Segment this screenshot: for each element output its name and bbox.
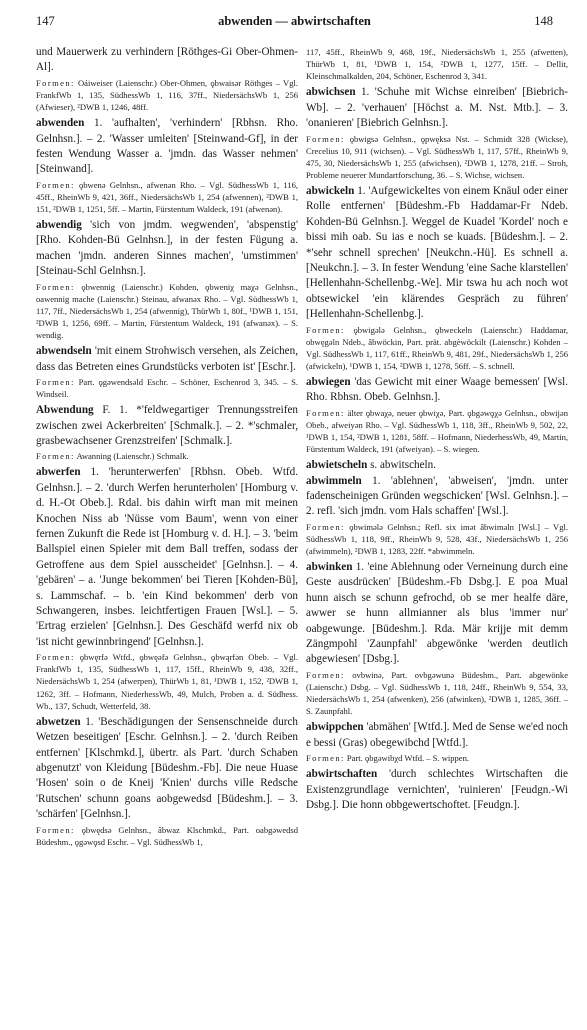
- entry-text: 'das Gewicht mit einer Waage bemessen' [Wsl. Rho. Rbhsn. Obeb. Gelnhsn.].: [306, 375, 568, 404]
- dictionary-entry: [306, 474, 568, 520]
- entry-lemma: abwimmeln: [306, 474, 362, 487]
- dictionary-entry: [306, 184, 568, 323]
- formen-note: [306, 133, 568, 181]
- formen-label: Formen:: [36, 451, 75, 462]
- dictionary-entry: [36, 715, 298, 823]
- formen-note: [306, 407, 568, 455]
- formen-note: [36, 77, 298, 113]
- left-column: [36, 45, 298, 851]
- dictionary-entry: [306, 85, 568, 131]
- entry-lemma: abwippchen: [306, 721, 364, 734]
- formen-text: Oáiweiser (Laienschr.) Ober-Ohmen, ǫbwaisǝr Röthges – Vgl. FrankfWb 1, 135, SüdhessWb 1, 116, 37ff., NiedersächsWb 1, 256 (Afwieser), ²DWB 1, 1246, 48ff.: [36, 77, 298, 112]
- formen-note: [306, 521, 568, 557]
- formen-label: Formen:: [36, 824, 75, 835]
- entry-lemma: abwinken: [306, 561, 353, 573]
- formen-label: Formen:: [306, 753, 345, 764]
- formen-label: Formen:: [36, 77, 75, 88]
- entry-text: 1. 'herunterwerfen' [Rbhsn. Obeb. Wtfd. Gelnhsn.]. – 2. 'durch Werfen herunterholen' [Homburg v. d. H.-Ot Obeb.]. Rdal. bis dahin wirft man mit meinen Knochen Niss ab 'Nüsse vom Baum', wenn von einer fernen Zukunft die Rede ist [Homburg v. d. H.]. – 3. 'beim Ballspiel einen Spieler mit dem Ball treffen, sodass der Getroffene aus dem Spiel ausscheidet' [Gelnhsn.]. – 4. 'gebären' – a. 'Junge bekommen' bei Tieren [Kohden-Bü], s. Lammschaf. – b. 'ein Kind bekommen' derb von Schwangeren, insbes. leichtfertigen Frauen [Wsl.]. – 5. 'Ertrag erzielen' [Gelnhsn.]. Des Geschäfd werfd nix ob 'ist nicht gewinnbringend' [Gelnhsn.].: [36, 466, 298, 648]
- formen-text: ǫbwenǝ Gelnhsn., afwenǝn Rho. – Vgl. SüdhessWb 1, 116, 45ff., RheinWb 9, 421, 36ff., NiedersächsWb 1, 254 (afwennen), ²DWB 1, 151, ²DWB 1, 1251, 5ff. – Martin, Fürstentum Waldeck, 191 (afwenǝn).: [36, 179, 298, 214]
- entry-lemma: abwetzen: [36, 715, 81, 728]
- entry-text: s. abwitscheln.: [370, 459, 436, 472]
- entry-text: 1. 'eine Ablehnung oder Verneinung durch eine Geste ausdrücken' [Büdeshm.-Fb Dsbg.]. E poa Mual hunn aisch se schunn gefrochd, ob se mer healfe däre, awwer se hunn allmianner als blus 'immer nur' oabgewunge. [Büdeshm.]. Rda. Mär krijje mit demm Zängmpohl 'Zaunpfahl' abgewönke 'werden deutlich abgewiesen' [Dsbg.].: [306, 561, 568, 666]
- formen-text: ovbwinǝ, Part. ovbgǝwunǝ Büdeshm., Part. abgewönke (Laienschr.) Dsbg. – Vgl. SüdhessWb 1, 118, 24ff., RheinWb 9, 554, 33, NiedersächsWb 1, 254 (afwenken), 256 (afwinken), ²DWB 1, 1285, 36ff. – S. Zaunpfahl.: [306, 669, 568, 717]
- dictionary-entry: [306, 767, 568, 813]
- formen-text: ǫbwigsǝ Gelnhsn., ǫpwęksǝ Nst. – Schmidt 328 (Wickse), Crecelius 10, 911 (wichsen). – Vgl. SüdhessWb 1, 117, 57ff., RheinWb 9, 475, 30, NiedersächsWb 1, 255 (afwichsen), ²DWB 1, 1278, 21ff. – Stroh, Probleme neuerer Mundartforschung, 36. – S. Wichse, wichsen.: [306, 133, 568, 180]
- formen-label: Formen:: [306, 407, 345, 418]
- entry-text: 1. 'Schuhe mit Wichse einreiben' [Biebrich-Wb]. – 2. 'verhauen' [Höchst a. M. Nst. Mtb.]. – 3. 'onanieren' [Biebrich Gelnhsn.].: [306, 86, 568, 130]
- entry-text: 'abmähen' [Wtfd.]. Med de Sense we'ed noch e bessi (Gras) obegewibchd [Wtfd.].: [306, 721, 568, 749]
- dictionary-entry: [36, 116, 298, 178]
- dictionary-entry: [36, 465, 298, 650]
- dictionary-entry: [36, 218, 298, 280]
- formen-label: Formen:: [306, 521, 345, 532]
- entry-text: 1. 'Beschädigungen der Sensenschneide durch Wetzen beseitigen' [Eschr. Gelnhsn.]. – 2. 'durch Reiben entfernen' [Klschmkd.], übertr. als Part. 'durch Schaben abgenutzt' von Kleidung [Büdeshm.-Fb]. Die neue Huase 'Hosen' soin o de Kneij 'Knien' durchs ville Redsche 'Rutschen' schunn goans aobgewedsd [Büdeshm.]. – 3. 'schärfen' [Gelnhsn.].: [36, 715, 298, 821]
- entry-lemma: abwiegen: [306, 375, 351, 388]
- formen-note: [306, 669, 568, 717]
- formen-text: ǫbwigǝlǝ Gelnhsn., ǫbweckeln (Laienschr.) Haddamar, obwęgǝln Ndeb., âbwöckin, Part. prät. abgèwöckilt (Laienschr.) Kohden – Vgl. SüdhessWb 1, 117, 61ff., RheinWb 9, 481, 29f., NiedersächsWb 1, 256 (afwickeln), ¹DWB 1, 154, ²DWB 1, 1278, 56ff. – S. schnell.: [306, 324, 568, 371]
- entry-lemma: abwenden: [36, 117, 85, 130]
- dictionary-entry: [36, 45, 298, 76]
- entry-lemma: Abwendung: [36, 404, 94, 417]
- dictionary-entry: [36, 344, 298, 375]
- formen-text: ǫbwędsǝ Gelnhsn., âbwaz Klschmkd., Part. oabgǝwedsd Büdeshm., ǫgǝwǫsd Eschr. – Vgl. SüdhessWb 1,: [36, 824, 298, 847]
- formen-note: [36, 651, 298, 711]
- dictionary-entry: [306, 720, 568, 751]
- right-column: [306, 45, 568, 813]
- entry-lemma: abwerfen: [36, 466, 81, 479]
- entry-lemma: abwendseln: [36, 345, 92, 358]
- formen-text: älter ǫbwaχǝ, neuer ǫbwiχǝ, Part. ǫbgǝwǫχǝ Gelnhsn., obwijǝn Obeb., afweiyǝn Rho. – Vgl. SüdhessWb 1, 118, 3ff., RheinWb 9, 502, 22, ¹DWB 1, 154, ²DWB 1, 1281, 58ff. – Hofmann, NiederhessWb, 49, Martin, Fürstentum Waldeck, 191 (afweiyǝn). – S. wiegen.: [306, 407, 568, 454]
- formen-note: [36, 179, 298, 215]
- formen-label: Formen:: [36, 179, 75, 190]
- entry-lemma: abwirtschaften: [306, 768, 378, 781]
- formen-text: Part. ǫgǝwendsǝld Eschr. – Schöner, Eschenrod 3, 345. – S. Windseil.: [36, 376, 298, 399]
- formen-label: Formen:: [36, 652, 75, 663]
- page-header: [36, 14, 553, 32]
- formen-text: ǫbwennig (Laienschr.) Kohden, ǫbweniχ maχǝ Gelnhsn., oawennig mache (Laienschr.) Steinau, afwanǝx Rho. – Vgl. SüdhessWb 1, 117, 7ff., NiedersächsWb 1, 254 (afwennig), ThürWb 1, 80f., ¹DWB 1, 151, ²DWB 1, 1256, 69ff. – Martin, Fürstentum Waldeck, 191 (afwanǝx). – S. wendig.: [36, 281, 298, 340]
- entry-text: 1. 'ablehnen', 'abweisen', 'jmdn. unter fadenscheinigen Gründen wegschicken' [Wsl. Gelnhsn.]. – 2. refl. 'sich jmdn. vom Hals schaffen' [Wsl.].: [306, 474, 568, 518]
- entry-text: 'durch schlechtes Wirtschaften die Existenzgrundlage vernichten', 'ruinieren' [Feudgn.-Wi Dsbg.]. Die honn obbgewertschoftet. [Feudgn.].: [306, 768, 568, 811]
- formen-note: [306, 752, 568, 764]
- entry-text: 'sich von jmdm. wegwenden', 'abspenstig' [Rho. Kohden-Bü Gelnhsn.], in der festen Fügung a. machen 'jmdn. anderen Sinnes machen', 'umstimmen' [Steinau-Schl Gelnhsn.].: [36, 219, 298, 278]
- running-title: abwenden — abwirtschaften: [218, 14, 371, 28]
- formen-note: [36, 376, 298, 400]
- dictionary-entry: [36, 403, 298, 449]
- entry-lemma: abwendig: [36, 219, 82, 231]
- formen-note: [306, 324, 568, 372]
- formen-text: ǫbwimǝlǝ Gelnhsn.; Refl. six imǝt âbwimǝln [Wsl.] – Vgl. SüdhessWb 1, 118, 9ff., RheinWb 9, 528, 43f., NiedersächsWb 1, 256 (afwimmeln), ²DWB 1, 1283, 22ff. *abwimmeln.: [306, 521, 568, 556]
- dictionary-entry: [306, 375, 568, 406]
- formen-label: Formen:: [36, 281, 75, 292]
- formen-text: ǫbwęrfǝ Wtfd., ǫbwęǝfǝ Gelnhsn., ǫbwąrfǝn Obeb. – Vgl. FrankfWb 1, 135, SüdhessWb 1, 117, 15ff., RheinWb 9, 438, 32ff., NiedersächsWb 1, 254 (afwerpen), ThürWb 1, 81, ¹DWB 1, 152, ²DWB 1, 1262, 3ff. – Hofmann, NiederhessWb, 49, Mulch, Proben a. d. Südhess. Wb., 137, Schudt, Wetterfeld, 38.: [36, 652, 298, 711]
- dictionary-entry: [306, 458, 568, 473]
- entry-text: 1. 'aufhalten', 'verhindern' [Rbhsn. Rho. Gelnhsn.]. – 2. 'Wasser umleiten' [Steinwand-Gf], in der festen Wendung Wasser a. 'jmdn. das Wasser nehmen' [Steinwand].: [36, 117, 298, 176]
- entry-text: F. 1. *'feldwegartiger Trennungsstreifen zwischen zwei Ackerbreiten' [Schmalk.]. – 2. *'schmaler, grasbewachsener Grenzstreifen' [Schmalk.].: [36, 404, 298, 447]
- formen-note: [36, 824, 298, 848]
- formen-text: 117, 45ff., RheinWb 9, 468, 19f., NiedersächsWb 1, 255 (afwetten), ThürWb 1, 81, ¹DWB 1, 154, ²DWB 1, 1277, 15ff. – Dellit, Kleinschmalkalden, 204, Schöner, Eschenrod 3, 341.: [306, 47, 568, 82]
- formen-note: [306, 46, 568, 82]
- formen-text: Awanning (Laienschr.) Schmalk.: [76, 451, 189, 462]
- entry-lemma: abwickeln: [306, 184, 355, 197]
- entry-lemma: abwichsen: [306, 86, 356, 99]
- formen-label: Formen:: [306, 324, 345, 335]
- entry-text: 'mit einem Strohwisch versehen, als Zeichen, dass das Betreten eines Grundstücks verboten ist' [Eschr.].: [36, 345, 298, 373]
- formen-note: [36, 281, 298, 341]
- page-number-left: 147: [36, 14, 55, 28]
- dictionary-entry: [306, 560, 568, 668]
- formen-label: Formen:: [306, 133, 345, 144]
- formen-text: Part. ǫbgǝwibχd Wtfd. – S. wippen.: [346, 753, 469, 764]
- page-number-right: 148: [534, 14, 553, 28]
- formen-label: Formen:: [36, 376, 75, 387]
- entry-text: 1. 'Aufgewickeltes von einem Knäul oder einer Rolle entfernen' [Büdeshm.-Fb Haddamar-Fr Ndeb. Kohden-Bü Gelnhsn.]. Weggel de Kuadel 'Kordel' noch e bissi mih oab. Su ias e noch se kuads. [Büdeshm.]. – 2. *'sehr schnell sprechen' [Neukchn.-Hü]. Es schnell a. [Neukchn.]. – 3. In fester Wendung 'eine Sache klarstellen' [Hellenhahn-Schellenbg.-We]. Mir tswa hu ach noch wot obtsewickel 'ein klärendes Gespräch zu führen' [Hellenhahn-Schellenbg.].: [306, 184, 568, 321]
- entry-lemma: abwietscheln: [306, 459, 368, 472]
- entry-text: und Mauerwerk zu verhindern [Röthges-Gi Ober-Ohmen-Al].: [36, 46, 298, 74]
- formen-note: [36, 450, 298, 462]
- formen-label: Formen:: [306, 669, 345, 680]
